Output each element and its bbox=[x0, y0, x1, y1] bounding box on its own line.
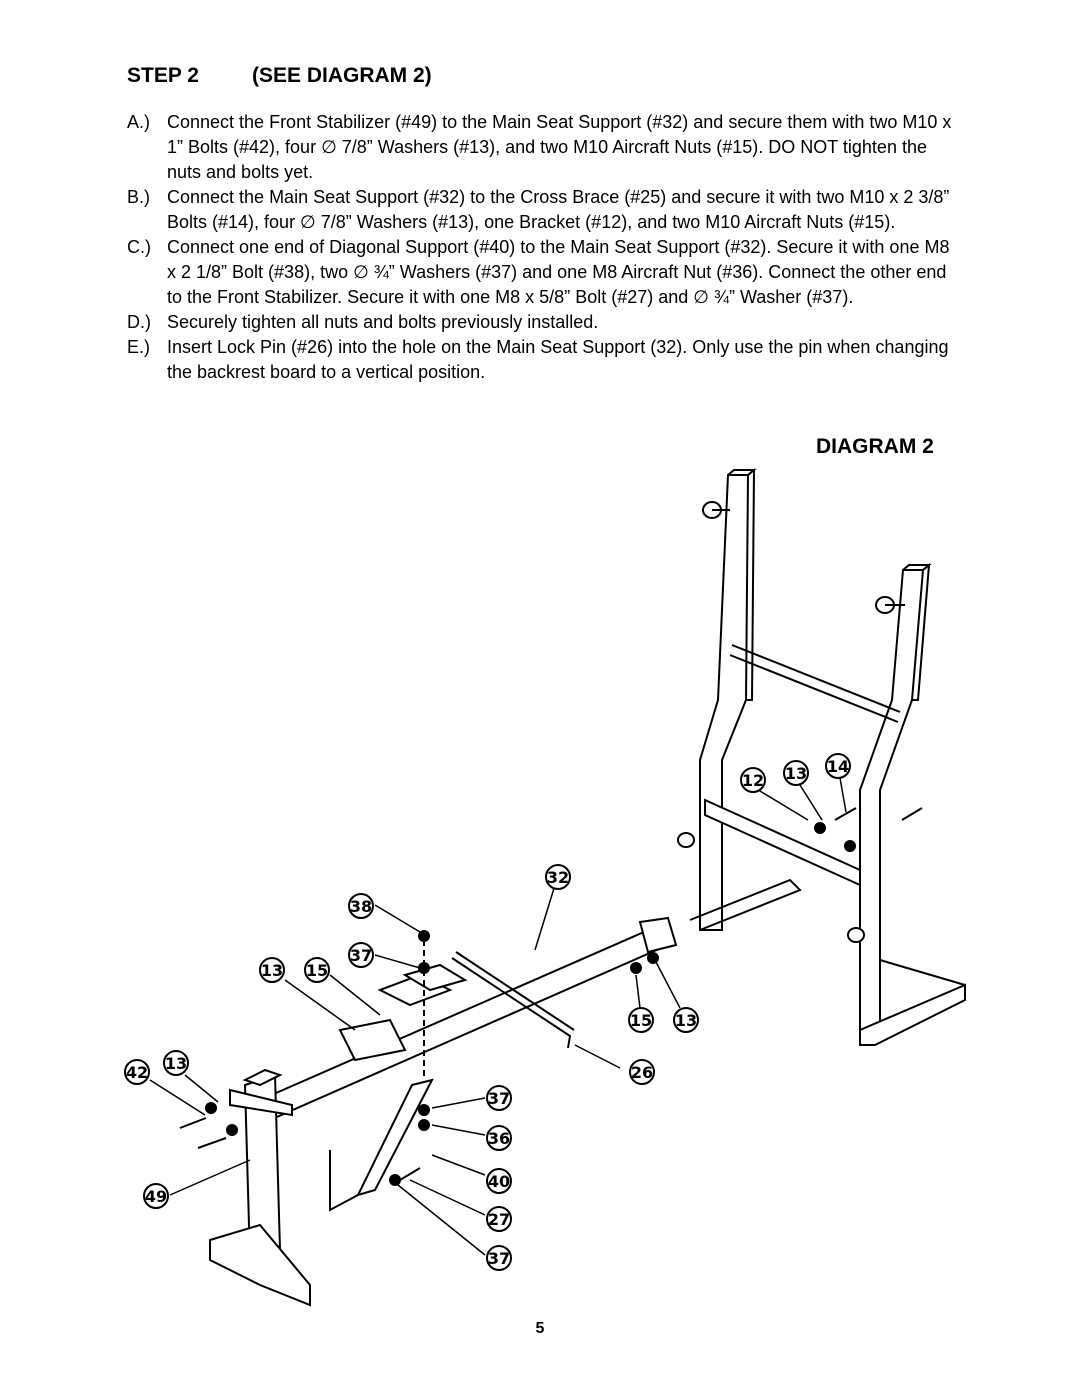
svg-text:15: 15 bbox=[629, 1011, 653, 1030]
svg-text:49: 49 bbox=[144, 1187, 168, 1206]
main-seat-support bbox=[260, 918, 676, 1120]
svg-text:38: 38 bbox=[349, 897, 373, 916]
instruction-text: Securely tighten all nuts and bolts previously installed. bbox=[167, 312, 599, 332]
svg-text:26: 26 bbox=[630, 1063, 654, 1082]
svg-text:13: 13 bbox=[784, 764, 808, 783]
callout-32 bbox=[546, 865, 570, 889]
instruction-label: D.) bbox=[127, 312, 151, 332]
mount-brackets bbox=[340, 965, 465, 1060]
callout-37 bbox=[349, 943, 373, 967]
callout-13c bbox=[674, 1008, 698, 1032]
callout-14 bbox=[826, 754, 850, 778]
page-number: 5 bbox=[535, 1320, 545, 1337]
callout-13b bbox=[260, 958, 284, 982]
svg-text:13: 13 bbox=[260, 961, 284, 980]
instruction-text: Connect the Front Stabilizer (#49) to the Main Seat Support (#32) and secure them with two M10 x 1” Bolts (#42), four ∅ 7/8” Washers (#13), and two M10 Aircraft Nuts (#15). DO NOT tighten the nuts and bolts yet. bbox=[167, 112, 952, 182]
svg-text:37: 37 bbox=[487, 1249, 511, 1268]
callout-37b bbox=[487, 1086, 511, 1110]
svg-text:27: 27 bbox=[487, 1210, 511, 1229]
svg-text:12: 12 bbox=[741, 771, 765, 790]
svg-text:14: 14 bbox=[826, 757, 850, 776]
callout-40 bbox=[487, 1169, 511, 1193]
svg-text:42: 42 bbox=[125, 1063, 149, 1082]
callout-38 bbox=[349, 894, 373, 918]
callout-27 bbox=[487, 1207, 511, 1231]
svg-text:40: 40 bbox=[487, 1172, 511, 1191]
upright-frame bbox=[678, 470, 965, 1045]
svg-text:15: 15 bbox=[305, 961, 329, 980]
svg-text:13: 13 bbox=[164, 1054, 188, 1073]
callout-13d bbox=[164, 1051, 188, 1075]
callout-13 bbox=[784, 761, 808, 785]
callout-49 bbox=[144, 1184, 168, 1208]
instruction-text: Connect the Main Seat Support (#32) to the Cross Brace (#25) and secure it with two M10 x 2 3/8” Bolts (#14), four ∅ 7/8” Washers (#13), one Bracket (#12), and two M10 Aircraft Nuts (#15). bbox=[167, 187, 950, 232]
diagram-title: DIAGRAM 2 bbox=[816, 435, 934, 458]
instruction-text: Insert Lock Pin (#26) into the hole on the Main Seat Support (32). Only use the pin when changing the backrest board to a vertical position. bbox=[167, 337, 949, 382]
svg-text:13: 13 bbox=[674, 1011, 698, 1030]
callout-15b bbox=[629, 1008, 653, 1032]
callout-42 bbox=[125, 1060, 149, 1084]
svg-text:36: 36 bbox=[487, 1129, 511, 1148]
step-number: STEP 2 bbox=[127, 64, 199, 87]
callout-36 bbox=[487, 1126, 511, 1150]
instruction-text: Connect one end of Diagonal Support (#40) to the Main Seat Support (#32). Secure it with one M8 x 2 1/8” Bolt (#38), two ∅ ¾” Washers (#37) and one M8 Aircraft Nut (#36). Connect the other end to the Front Stabilizer. Secure it with one M8 x 5/8” Bolt (#27) and ∅ ¾” Washer (#37). bbox=[167, 237, 950, 307]
callout-12 bbox=[741, 768, 765, 792]
svg-text:32: 32 bbox=[546, 868, 570, 887]
instruction-label: E.) bbox=[127, 337, 151, 357]
instruction-label: A.) bbox=[127, 112, 151, 132]
instruction-label: C.) bbox=[127, 237, 151, 257]
step-title: (SEE DIAGRAM 2) bbox=[252, 64, 432, 87]
callout-37c bbox=[487, 1246, 511, 1270]
diagonal-support bbox=[330, 1080, 432, 1210]
svg-text:37: 37 bbox=[349, 946, 373, 965]
svg-text:37: 37 bbox=[487, 1089, 511, 1108]
callout-26 bbox=[630, 1060, 654, 1084]
callout-15 bbox=[305, 958, 329, 982]
instruction-label: B.) bbox=[127, 187, 151, 207]
